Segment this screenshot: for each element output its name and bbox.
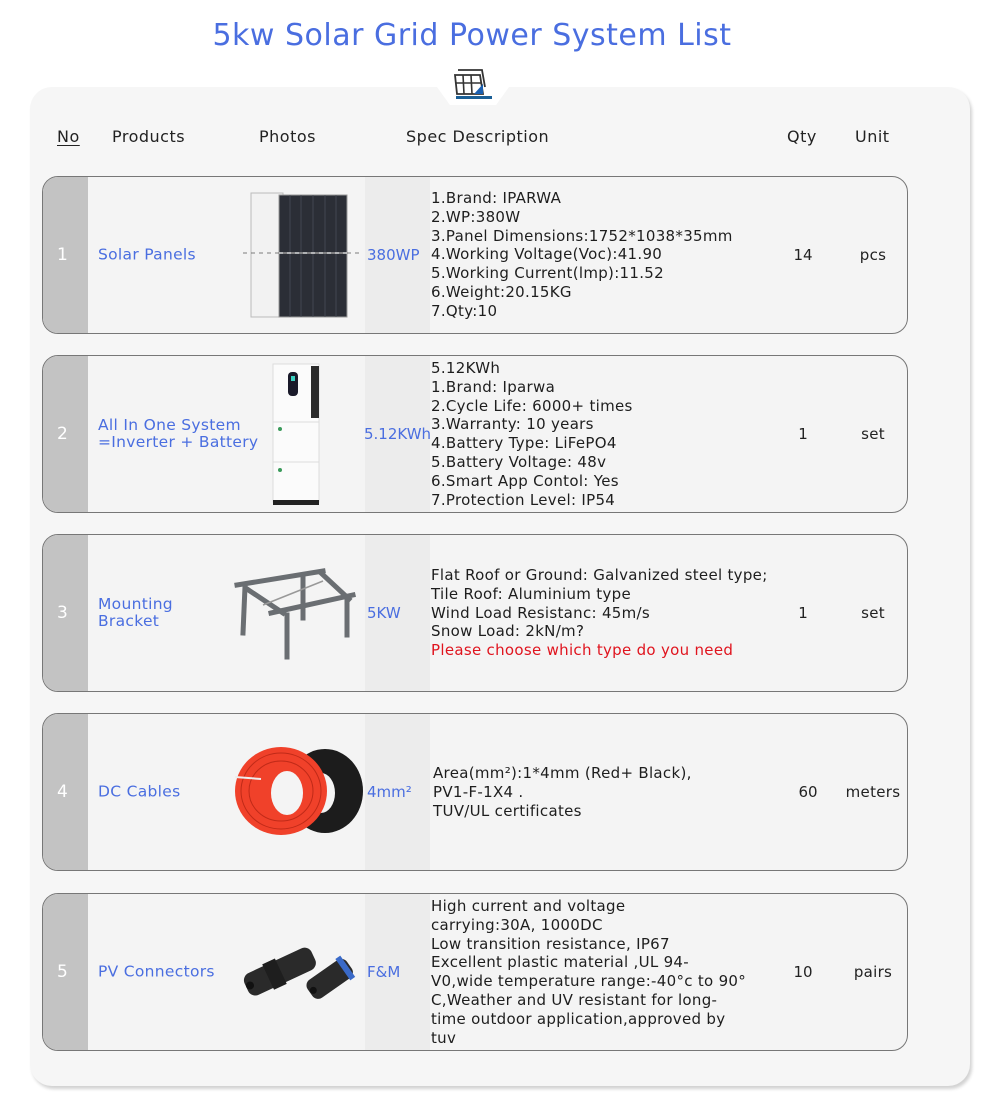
spec-description: [433, 764, 692, 820]
spec-line: Tile Roof: Aluminium type: [431, 584, 631, 603]
table-row: [42, 534, 908, 692]
quantity: 10: [793, 963, 813, 981]
mounting-bracket-image: [233, 563, 363, 663]
spec-line: Area(mm²):1*4mm (Red+ Black),: [433, 763, 692, 782]
product-name-line: =Inverter + Battery: [98, 433, 259, 451]
spec-line: 4.Working Voltage(Voc):41.90: [431, 245, 663, 264]
spec-line: 3.Warranty: 10 years: [431, 415, 594, 434]
column-header-no: No: [57, 127, 80, 146]
spec-line: carrying:30A, 1000DC: [431, 915, 603, 934]
spec-line: Flat Roof or Ground: Galvanized steel type;: [431, 566, 768, 585]
product-name: DC Cables: [98, 782, 181, 801]
product-name: [98, 596, 173, 630]
row-number: 5: [57, 962, 68, 982]
unit: set: [861, 604, 885, 622]
product-name-line: Bracket: [98, 612, 160, 630]
spec-line: PV1-F-1X4 .: [433, 782, 524, 801]
row-number-cell: [43, 714, 88, 870]
table-row: [42, 713, 908, 871]
table-row: [42, 355, 908, 513]
spec-label: 380WP: [367, 246, 420, 264]
spec-line: 2.Cycle Life: 6000+ times: [431, 396, 633, 415]
column-header-qty: Qty: [787, 127, 817, 146]
spec-label: 4mm²: [367, 783, 412, 801]
unit: set: [861, 425, 885, 443]
row-number: 2: [57, 424, 68, 444]
spec-line: 7.Qty:10: [431, 301, 498, 320]
header-underline: [456, 96, 492, 99]
quantity: 60: [798, 783, 818, 801]
type-warning-note: Please choose which type do you need: [431, 641, 734, 660]
solar-panel-icon: [452, 67, 490, 97]
spec-line: C,Weather and UV resistant for long-: [431, 990, 718, 1009]
spec-line: 6.Smart App Contol: Yes: [431, 471, 619, 490]
spec-line: 1.Brand: Iparwa: [431, 377, 556, 396]
unit: pcs: [859, 246, 887, 264]
spec-description: [431, 897, 746, 1047]
row-number: 1: [57, 245, 68, 265]
spec-line: TUV/UL certificates: [433, 801, 582, 820]
row-number: 4: [57, 782, 68, 802]
spec-line: 3.Panel Dimensions:1752*1038*35mm: [431, 226, 733, 245]
column-header-photos: Photos: [259, 127, 316, 146]
spec-line: High current and voltage: [431, 896, 626, 915]
row-number-cell: [43, 535, 88, 691]
row-number: 3: [57, 603, 68, 623]
spec-label: 5KW: [367, 604, 401, 622]
unit: pairs: [853, 963, 893, 981]
column-header-unit: Unit: [855, 127, 890, 146]
table-row: [42, 893, 908, 1051]
spec-line: 5.Working Current(lmp):11.52: [431, 264, 664, 283]
spec-line: 2.WP:380W: [431, 208, 521, 227]
solar-panel-image: [243, 191, 363, 319]
spec-line: V0,wide temperature range:-40°c to 90°: [431, 972, 747, 990]
product-name: Solar Panels: [98, 245, 196, 264]
column-header-spec-description: Spec Description: [406, 127, 550, 146]
spec-label: F&M: [367, 963, 401, 981]
spec-line: 6.Weight:20.15KG: [431, 283, 572, 302]
quantity: 1: [798, 604, 808, 622]
row-number-cell: [43, 177, 88, 333]
quantity: 1: [798, 425, 808, 443]
unit: meters: [845, 783, 901, 801]
spec-description: [431, 566, 768, 660]
spec-line: 5.12KWh: [431, 358, 501, 377]
spec-line: 4.Battery Type: LiFePO4: [431, 434, 617, 452]
pv-connectors-image: [239, 932, 359, 1012]
spec-line: Snow Load: 2kN/m?: [431, 622, 585, 641]
spec-line: Wind Load Resistanc: 45m/s: [431, 603, 651, 622]
spec-line: 5.Battery Voltage: 48v: [431, 452, 607, 471]
spec-line: Low transition resistance, IP67: [431, 934, 670, 953]
spec-line: time outdoor application,approved by: [431, 1009, 726, 1028]
spec-label: 5.12KWh: [364, 425, 432, 443]
row-number-cell: [43, 894, 88, 1050]
product-name: [98, 417, 258, 451]
column-header-products: Products: [112, 127, 186, 146]
page-title: 5kw Solar Grid Power System List: [212, 18, 732, 53]
quantity: 14: [793, 246, 813, 264]
spec-line: 7.Protection Level: IP54: [431, 490, 616, 509]
spec-line: tuv: [431, 1028, 457, 1047]
row-number-cell: [43, 356, 88, 512]
product-name: PV Connectors: [98, 962, 215, 981]
spec-description: [431, 359, 633, 509]
inverter-battery-image: [265, 360, 325, 508]
product-name-line: All In One System: [98, 416, 241, 434]
spec-description: [431, 189, 733, 321]
dc-cables-image: [227, 747, 367, 837]
spec-line: 1.Brand: IPARWA: [431, 189, 562, 208]
table-row: [42, 176, 908, 334]
spec-line: Excellent plastic material ,UL 94-: [431, 953, 689, 972]
product-name-line: Mounting: [98, 595, 173, 613]
